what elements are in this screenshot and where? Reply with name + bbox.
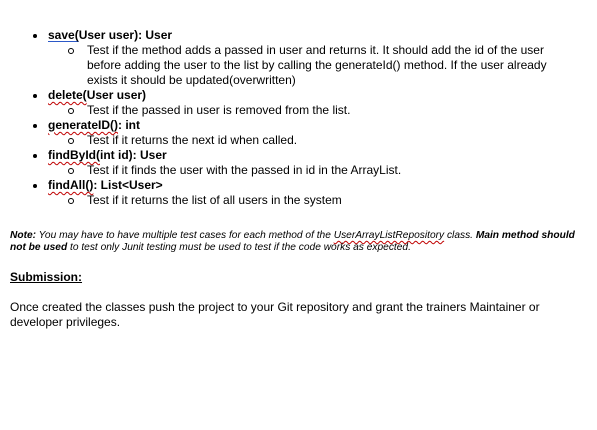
submission-heading: Submission: (10, 270, 83, 284)
method-name: findById( (48, 148, 100, 162)
bullet-icon (33, 124, 37, 128)
method-signature-rest: User user): User (78, 28, 173, 42)
note-text-2: class. (444, 230, 476, 241)
method-signature (48, 118, 597, 133)
method-item-generateid (0, 118, 597, 148)
test-description: Test if the passed in user is removed from the list. (87, 103, 351, 117)
bullet-icon (33, 184, 37, 188)
test-item (48, 193, 557, 208)
test-list (48, 133, 597, 148)
method-item-save (0, 28, 597, 88)
note-label: Note: (10, 230, 37, 241)
method-name: findAll() (48, 178, 94, 192)
test-list (48, 193, 597, 208)
hollow-bullet-icon (68, 138, 74, 144)
class-name: UserArrayListRepository (333, 230, 445, 241)
method-signature-rest: : List<User> (93, 178, 163, 192)
method-item-findall (0, 178, 597, 208)
test-item (48, 163, 557, 178)
bullet-icon (33, 154, 37, 158)
test-item (48, 43, 557, 88)
method-signature (48, 178, 597, 193)
method-list (0, 28, 597, 208)
method-item-delete (0, 88, 597, 118)
test-list (48, 163, 597, 178)
note-paragraph (10, 230, 585, 254)
method-name: generateID() (48, 118, 119, 132)
note-text-3: to test only Junit testing must be used to test if the code works as expected. (67, 242, 411, 253)
note-text-1: You may have to have multiple test cases for each method of the (36, 230, 334, 241)
test-description: Test if it finds the user with the passed in id in the ArrayList. (87, 163, 402, 177)
test-description: Test if the method adds a passed in user and returns it. It should add the id of the user before adding the user to the list by calling the generateId() method. If the user already exists it should be updated(overwritten) (87, 43, 547, 87)
test-item (48, 133, 557, 148)
method-signature-rest: int id): User (100, 148, 167, 162)
hollow-bullet-icon (68, 108, 74, 114)
method-signature (48, 88, 597, 103)
hollow-bullet-icon (68, 168, 74, 174)
method-signature-rest: : int (118, 118, 141, 132)
note-bold-text: Main method should not be used (10, 230, 575, 253)
bullet-icon (33, 34, 37, 38)
submission-text: Once created the classes push the project to your Git repository and grant the trainers Maintainer or developer privileges. (10, 300, 540, 329)
method-item-findbyid (0, 148, 597, 178)
hollow-bullet-icon (68, 48, 74, 54)
test-description: Test if it returns the next id when called. (87, 133, 298, 147)
test-item (48, 103, 557, 118)
method-name-link: save( (48, 28, 79, 42)
bullet-icon (33, 94, 37, 98)
method-signature-rest: User user) (86, 88, 147, 102)
test-list (48, 43, 597, 88)
test-list (48, 103, 597, 118)
method-name: delete( (48, 88, 87, 102)
test-description: Test if it returns the list of all users in the system (87, 193, 342, 207)
method-signature (48, 148, 597, 163)
method-signature (48, 28, 597, 43)
hollow-bullet-icon (68, 198, 74, 204)
